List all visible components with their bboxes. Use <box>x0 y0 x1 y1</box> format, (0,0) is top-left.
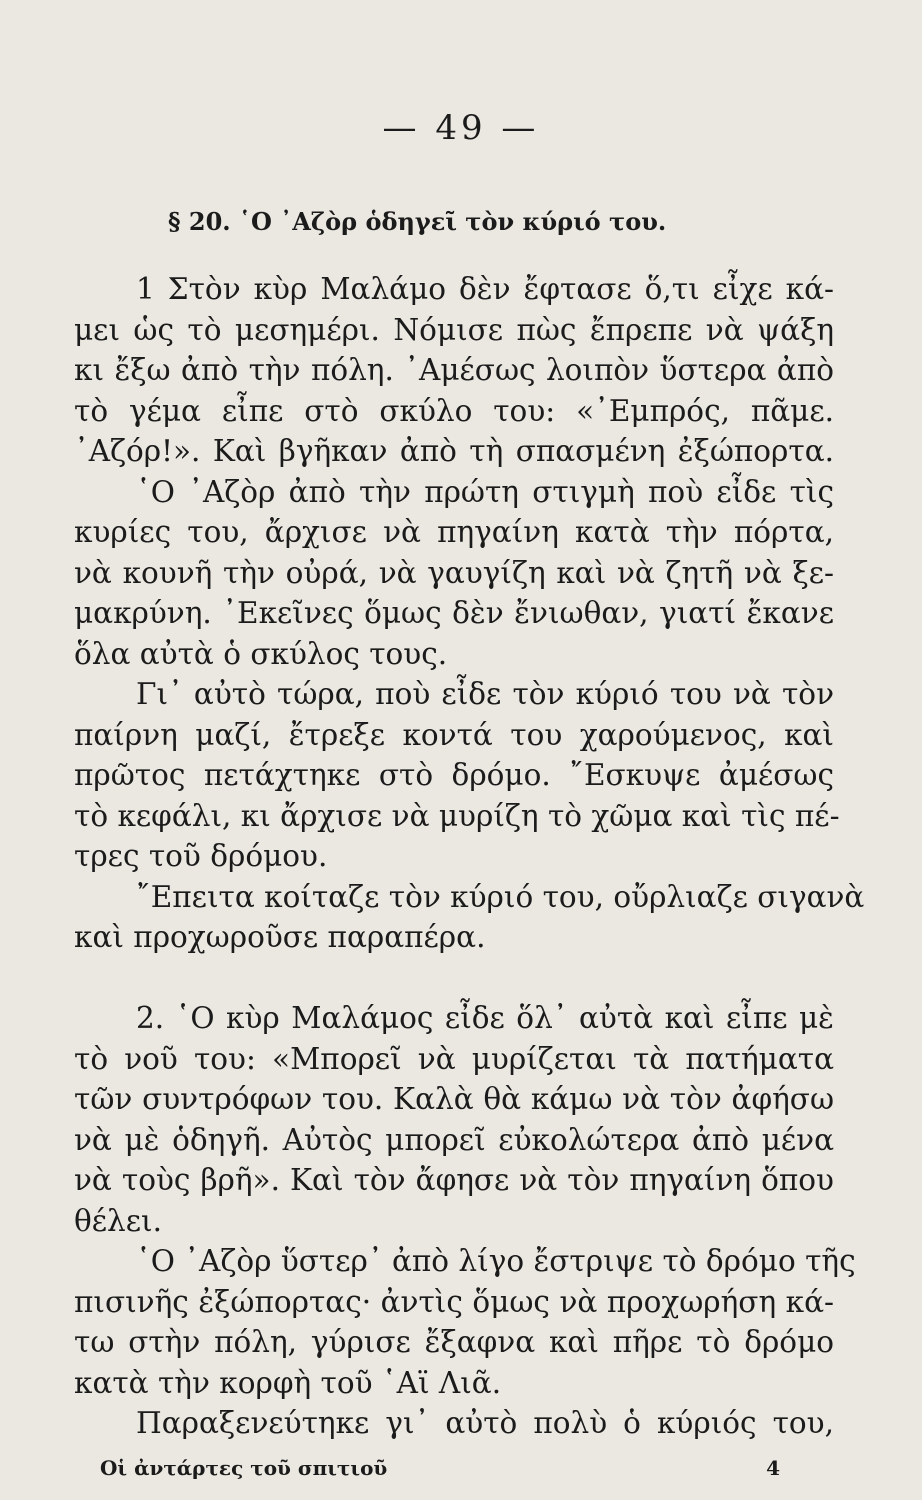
text-line: τὸ κεφάλι, κι ἄρχισε νὰ μυρίζη τὸ χῶμα καὶ τὶς πέ- <box>74 798 840 833</box>
text-line: πισινῆς ἐξώπορτας· ἀντὶς ὅμως νὰ προχωρήση κά- <box>74 1284 834 1319</box>
text-line: ῾Ο ᾿Αζὸρ ἀπὸ τὴν πρώτη στιγμὴ ποὺ εἶδε τὶς <box>136 474 834 509</box>
text-line: νὰ κουνῆ τὴν οὐρά, νὰ γαυγίζη καὶ νὰ ζητῆ νὰ ξε- <box>74 555 834 590</box>
paragraph-2 <box>74 998 856 1444</box>
page-number: — 49 — <box>382 108 540 148</box>
text-line: μακρύνη. ᾿Εκεῖνες ὅμως δὲν ἔνιωθαν, γιατί ἔκανε <box>74 596 834 630</box>
text-line: κατὰ τὴν κορφὴ τοῦ ῾Αϊ Λιᾶ. <box>74 1365 502 1400</box>
text-line: πρῶτος πετάχτηκε στὸ δρόμο. ῎Εσκυψε ἀμέσως <box>74 758 834 792</box>
text-line: παίρνη μαζί, ἔτρεξε κοντά του χαρούμενος, καὶ <box>74 717 834 752</box>
text-line: τρες τοῦ δρόμου. <box>74 839 328 873</box>
text-line: Παραξενεύτηκε γι᾿ αὐτὸ πολὺ ὁ κύριός του, <box>136 1406 834 1440</box>
text-line: Γι᾿ αὐτὸ τώρα, ποὺ εἶδε τὸν κύριό του νὰ τὸν <box>136 677 834 711</box>
text-line: ῎Επειτα κοίταζε τὸν κύριό του, οὔρλιαζε σιγανὰ <box>136 879 865 914</box>
text-line: ᾿Αζόρ!». Καὶ βγῆκαν ἀπὸ τὴ σπασμένη ἐξώπορτα. <box>74 434 834 468</box>
text-line: ὅλα αὐτὰ ὁ σκύλος τους. <box>74 636 448 671</box>
text-line: τὸ γέμα εἶπε στὸ σκύλο του: «᾿Εμπρός, πᾶμε. <box>74 393 834 428</box>
page-footer <box>100 1456 780 1480</box>
signature-mark: 4 <box>766 1456 780 1480</box>
text-line: 1 Στὸν κὺρ Μαλάμο δὲν ἔφτασε ὅ,τι εἶχε κά- <box>136 272 834 306</box>
text-line: ῾Ο ᾿Αζὸρ ὕστερ᾿ ἀπὸ λίγο ἔστριψε τὸ δρόμο τῆς <box>136 1244 856 1278</box>
book-title: Οἱ ἀντάρτες τοῦ σπιτιοῦ <box>100 1456 388 1480</box>
text-line: 2. ῾Ο κὺρ Μαλάμος εἶδε ὅλ᾿ αὐτὰ καὶ εἶπε μὲ <box>136 1001 834 1035</box>
text-line: θέλει. <box>74 1203 162 1238</box>
text-line: τω στὴν πόλη, γύρισε ἔξαφνα καὶ πῆρε τὸ δρόμο <box>74 1325 834 1359</box>
text-line: κυρίες του, ἄρχισε νὰ πηγαίνη κατὰ τὴν πόρτα, <box>74 515 834 549</box>
text-line: τῶν συντρόφων του. Καλὰ θὰ κάμω νὰ τὸν ἀφήσω <box>74 1082 834 1116</box>
text-line: καὶ προχωροῦσε παραπέρα. <box>74 920 486 954</box>
text-line: νὰ τοὺς βρῆ». Καὶ τὸν ἄφησε νὰ τὸν πηγαίνη ὅπου <box>74 1163 834 1197</box>
text-line: τὸ νοῦ του: «Μπορεῖ νὰ μυρίζεται τὰ πατήματα <box>74 1041 834 1076</box>
paragraph-1 <box>74 269 865 958</box>
text-line: μει ὡς τὸ μεσημέρι. Νόμισε πὼς ἔπρεπε νὰ ψάξη <box>74 312 834 347</box>
text-line: κι ἔξω ἀπὸ τὴν πόλη. ᾿Αμέσως λοιπὸν ὕστερα ἀπὸ <box>74 353 834 387</box>
text-line: νὰ μὲ ὁδηγῆ. Αὐτὸς μπορεῖ εὐκολώτερα ἀπὸ μένα <box>74 1122 834 1157</box>
section-heading: § 20. ῾Ο ᾿Αζὸρ ὁδηγεῖ τὸν κύριό του. <box>168 207 667 236</box>
